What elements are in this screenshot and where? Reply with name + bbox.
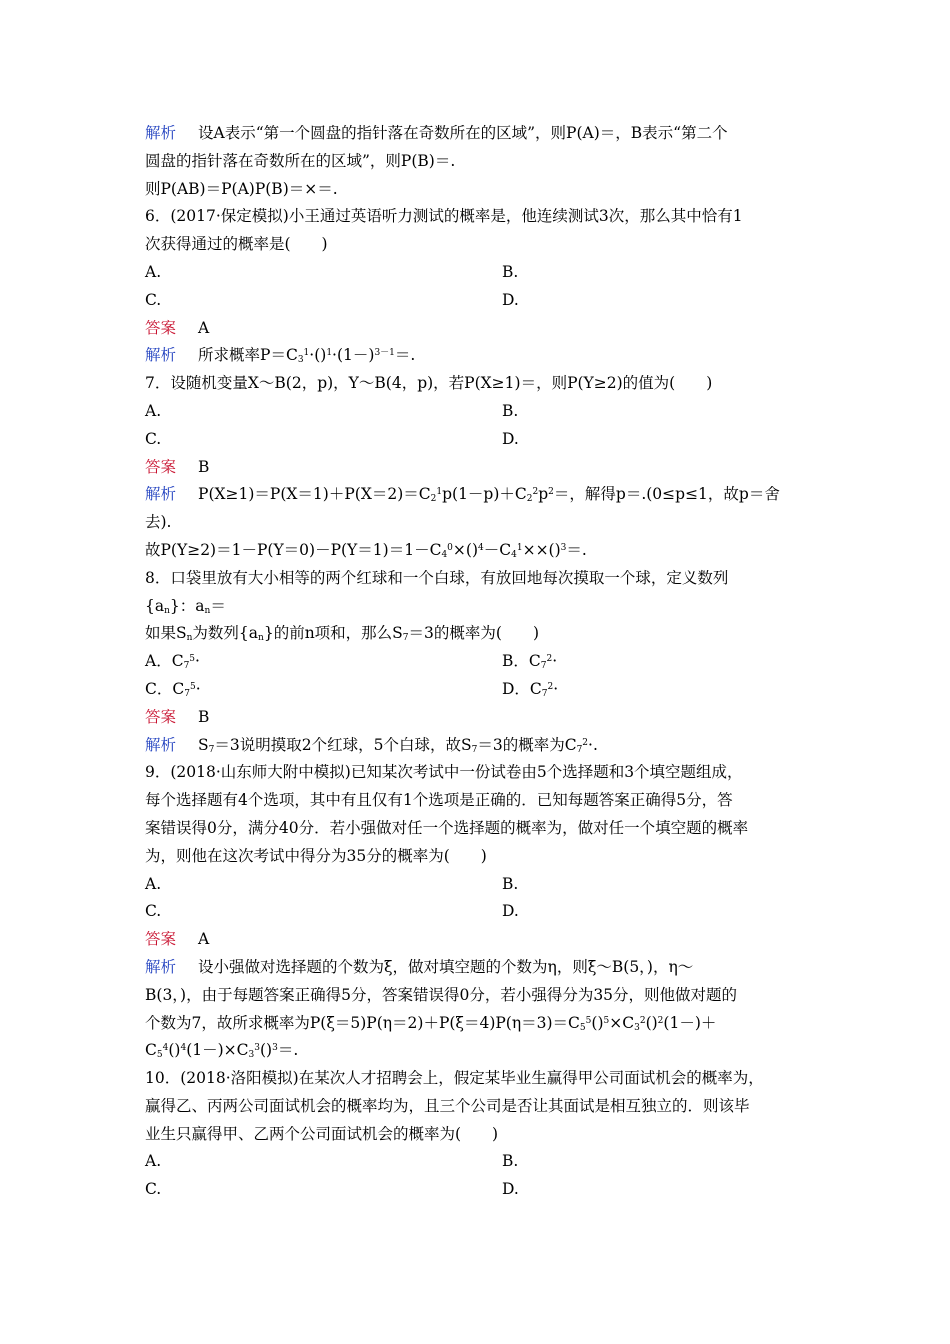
analysis-tag: 解析 — [145, 957, 177, 976]
text-line — [145, 370, 813, 398]
text-line — [145, 1037, 813, 1065]
text-line — [145, 203, 813, 231]
option-row — [145, 648, 813, 676]
line-text: $S_7=3$说明摸取2个红球，5个白球，故$S_7=3$的概率为$C_7^2\cdot$. — [198, 735, 598, 755]
line-text: 所求概率$P=C_3^1\cdot()^1\cdot(1-)^{3-1}=$. — [198, 346, 416, 366]
option-row — [145, 676, 813, 704]
option-left: C. — [145, 429, 162, 448]
option-row — [145, 259, 813, 287]
text-line — [145, 815, 813, 843]
analysis-line — [145, 481, 813, 509]
analysis-tag: 解析 — [145, 346, 177, 365]
line-text: 赢得乙、丙两公司面试机会的概率均为，且三个公司是否让其面试是相互独立的．则该毕 — [145, 1096, 750, 1115]
text-line — [145, 509, 813, 537]
option-row — [145, 1176, 813, 1204]
line-text: 次获得通过的概率是( ) — [145, 235, 328, 254]
line-text: 去). — [145, 513, 172, 532]
option-row — [145, 398, 813, 426]
answer-line — [145, 315, 813, 343]
text-line — [145, 759, 813, 787]
text-line — [145, 231, 813, 259]
option-right: B. — [502, 874, 519, 893]
option-right: D. — [502, 902, 519, 921]
text-line — [145, 1010, 813, 1038]
option-left: A．$C_7^5\cdot$ — [145, 652, 200, 672]
option-left: A. — [145, 401, 162, 420]
option-right: D. — [502, 1180, 519, 1199]
option-left: A. — [145, 874, 162, 893]
answer-line — [145, 704, 813, 732]
line-text: 设A表示“第一个圆盘的指针落在奇数所在的区域”，则P(A)＝，B表示“第二个 — [198, 124, 728, 142]
answer-line — [145, 454, 813, 482]
text-line — [145, 982, 813, 1010]
option-row — [145, 1148, 813, 1176]
text-line — [145, 148, 813, 176]
line-text: 业生只赢得甲、乙两个公司面试机会的概率为( ) — [145, 1124, 499, 1143]
option-row — [145, 426, 813, 454]
text-line — [145, 620, 813, 648]
text-line — [145, 843, 813, 871]
text-line — [145, 787, 813, 815]
analysis-tag: 解析 — [145, 124, 177, 142]
line-text: 每个选择题有4个选项，其中有且仅有1个选项是正确的．已知每题答案正确得5分，答 — [145, 791, 733, 810]
option-left: C. — [145, 290, 162, 309]
line-text: 案错误得0分，满分40分．若小强做对任一个选择题的概率为，做对任一个填空题的概率 — [145, 818, 749, 837]
line-text: 设小强做对选择题的个数为ξ，做对填空题的个数为η，则ξ～B(5，)，η～ — [198, 957, 694, 976]
line-text: B(3，)，由于每题答案正确得5分，答案错误得0分，若小强得分为35分，则他做对题的 — [145, 985, 738, 1004]
option-left: C. — [145, 1180, 162, 1199]
answer-tag: 答案 — [145, 930, 177, 949]
line-text: 为，则他在这次考试中得分为35分的概率为( ) — [145, 846, 487, 865]
line-text: $\{a_n\}$：$a_n=$ — [145, 596, 226, 616]
text-line — [145, 176, 813, 204]
analysis-line — [145, 954, 813, 982]
line-text: 8．口袋里放有大小相等的两个红球和一个白球，有放回地每次摸取一个球，定义数列 — [145, 568, 729, 587]
option-right: B. — [502, 401, 519, 420]
option-right: D. — [502, 290, 519, 309]
line-text: 6．(2017·保定模拟)小王通过英语听力测试的概率是，他连续测试3次，那么其中恰有1 — [145, 207, 743, 226]
analysis-line — [145, 120, 813, 148]
option-right: B．$C_7^2\cdot$ — [502, 652, 558, 672]
line-text: 则P(AB)＝P(A)P(B)＝×＝. — [145, 179, 338, 198]
text-line — [145, 1093, 813, 1121]
text-line — [145, 537, 813, 565]
document-page — [145, 120, 813, 1204]
line-text: 个数为7，故所求概率为$P(\xi=5)P(\eta=2)+P(\xi=4)P(\eta=3)=C_5^5()^5\times C_3^2()^2(1-)+$ — [145, 1013, 717, 1033]
line-text: 10．(2018·洛阳模拟)在某次人才招聘会上，假定某毕业生赢得甲公司面试机会的概率为， — [145, 1069, 764, 1088]
text-line — [145, 1121, 813, 1149]
option-row — [145, 871, 813, 899]
answer-tag: 答案 — [145, 707, 177, 726]
option-left: C．$C_7^5\cdot$ — [145, 679, 201, 699]
analysis-tag: 解析 — [145, 735, 177, 754]
option-left: A. — [145, 262, 162, 281]
option-row — [145, 898, 813, 926]
option-right: D. — [502, 429, 519, 448]
analysis-tag: 解析 — [145, 485, 177, 504]
line-text: 圆盘的指针落在奇数所在的区域”，则P(B)＝. — [145, 151, 456, 170]
option-left: C. — [145, 902, 162, 921]
line-text: 9．(2018·山东师大附中模拟)已知某次考试中一份试卷由5个选择题和3个填空题组成， — [145, 763, 743, 782]
option-left: A. — [145, 1152, 162, 1171]
answer-line — [145, 926, 813, 954]
option-right: B. — [502, 1152, 519, 1171]
answer-tag: 答案 — [145, 318, 177, 337]
analysis-line — [145, 732, 813, 760]
line-text: $C_5^4()^4(1-)\times C_3^3()^3=$. — [145, 1041, 299, 1061]
option-row — [145, 287, 813, 315]
answer-tag: 答案 — [145, 457, 177, 476]
line-text: $P(X\ge 1)=P(X=1)+P(X=2)=C_2^1p(1-p)+C_2^2p^2=$，解得p＝.(0≤p≤1，故p＝舍 — [198, 485, 780, 505]
line-text: A — [198, 318, 210, 337]
line-text: 如果$S_n$为数列$\{a_n\}$的前n项和，那么$S_7=3$的概率为( ) — [145, 624, 539, 644]
text-line — [145, 1065, 813, 1093]
text-line — [145, 565, 813, 593]
line-text: B — [198, 457, 210, 476]
line-text: 7．设随机变量X～B(2，p)，Y～B(4，p)，若P(X≥1)＝，则P(Y≥2)的值为( ) — [145, 374, 713, 393]
text-line — [145, 593, 813, 621]
analysis-line — [145, 342, 813, 370]
line-text: 故$P(Y\ge 2)=1-P(Y=0)-P(Y=1)=1-C_4^0\times()^4-C_4^1\times\times()^3=$. — [145, 540, 587, 560]
option-right: D．$C_7^2\cdot$ — [502, 679, 559, 699]
line-text: A — [198, 930, 210, 949]
line-text: B — [198, 707, 210, 726]
option-right: B. — [502, 262, 519, 281]
